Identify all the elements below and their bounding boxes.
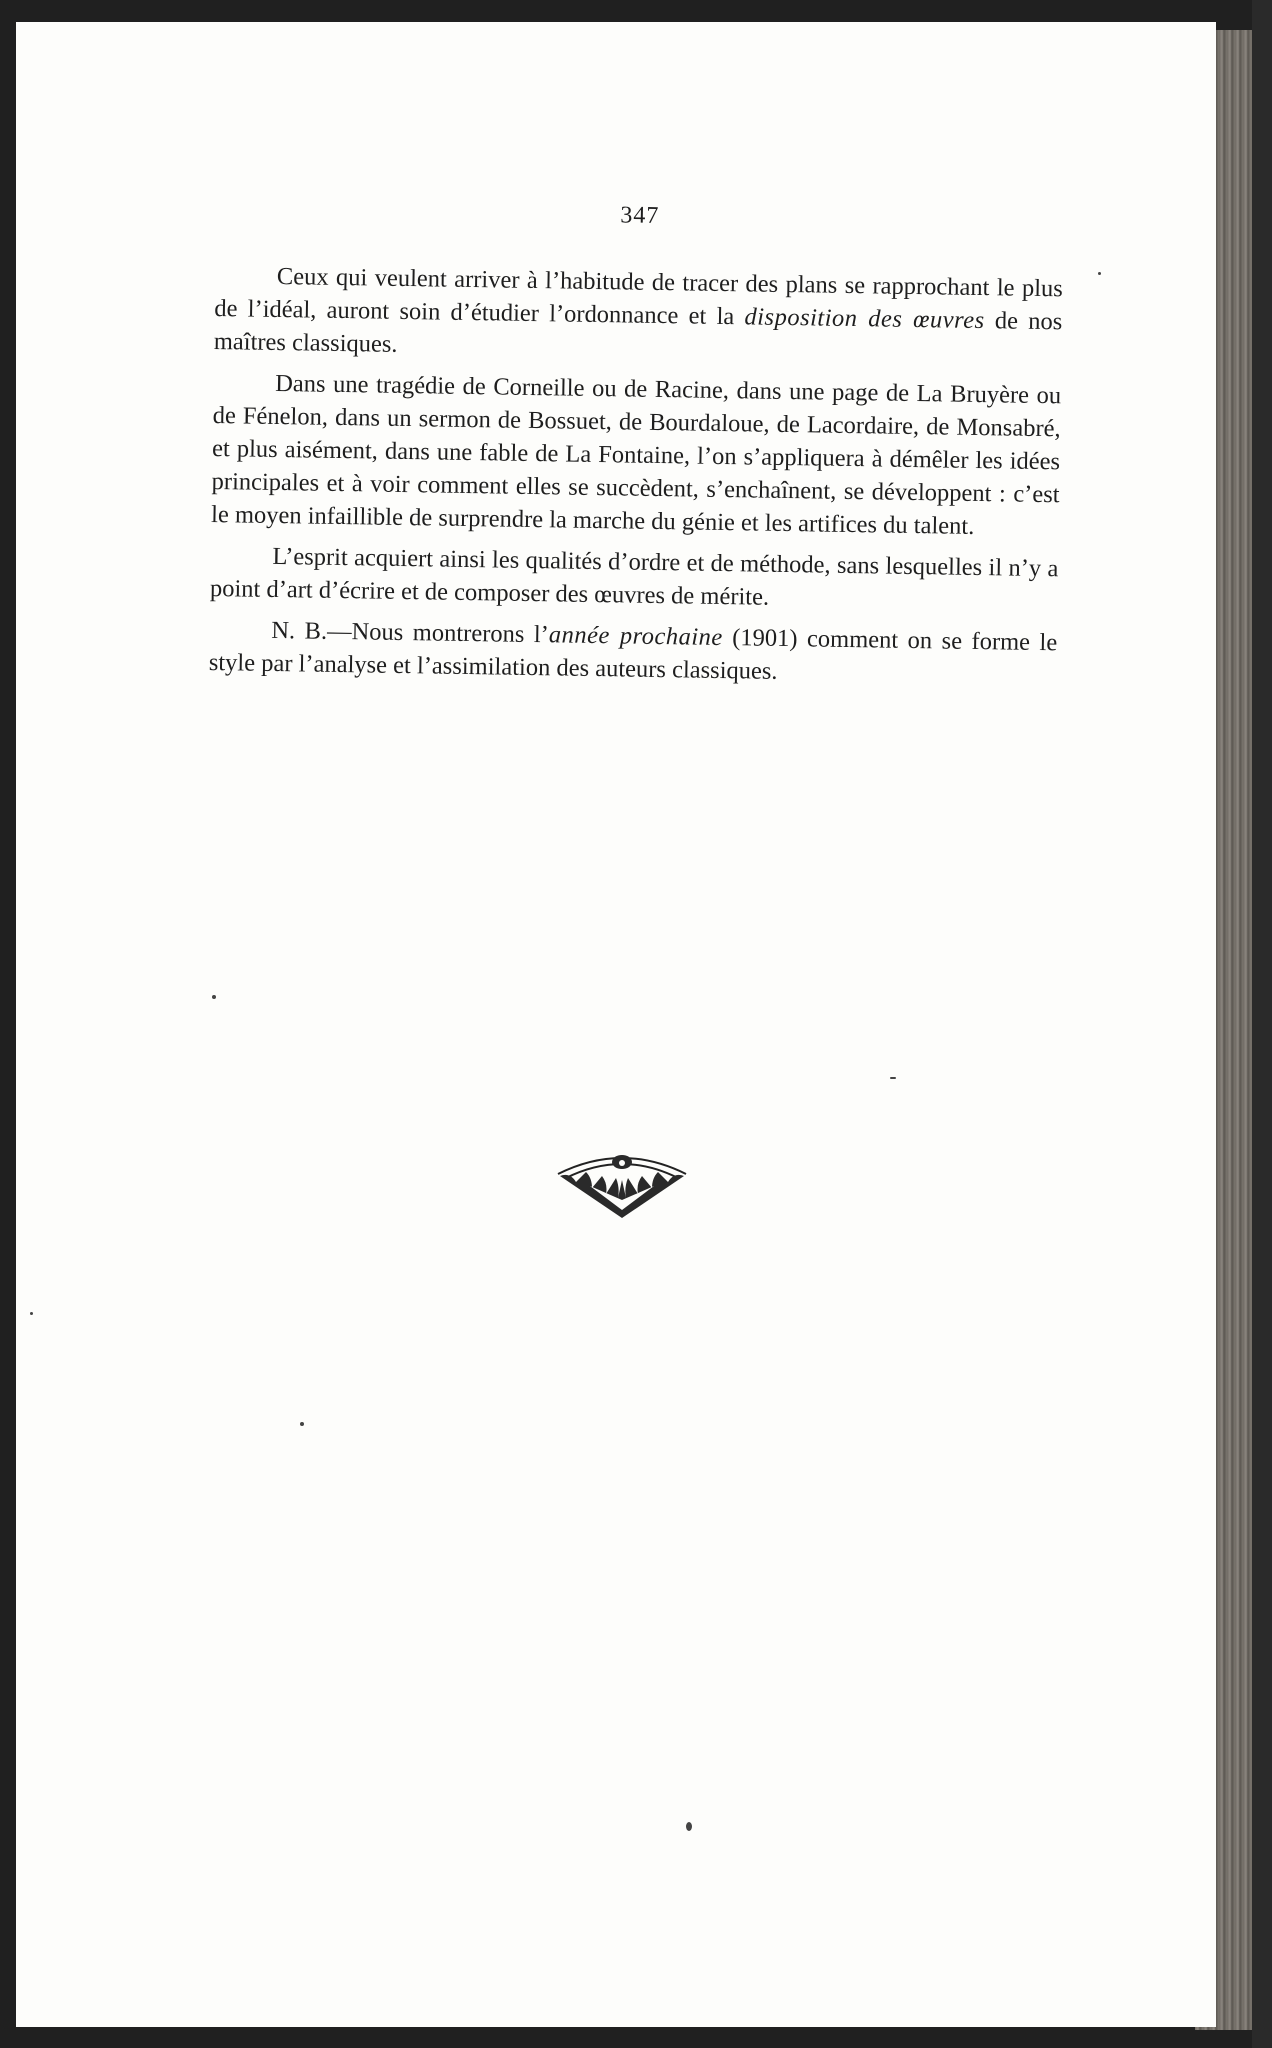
ink-speck [1098,272,1101,275]
page-number: 347 [620,202,660,229]
ink-speck [890,1077,896,1079]
paragraph-method: L’esprit acquiert ainsi les qualités d’ordre et de méthode, sans lesquelles il n’y a point d’art d’écrire et de composer des œuvres de mérite. [209,542,1059,611]
ink-speck [686,1822,692,1831]
scan-right-border [1252,0,1272,2048]
ink-speck [300,1422,304,1426]
paragraph-nota-bene [209,613,1058,692]
page-body [208,202,1064,700]
paragraph-text: Ceux qui veulent arriver à l’habitude de tracer des plans se rapprochant le plus de l’idéal, auront soin d’étudier l’ordonnance et la [214,262,1064,331]
paragraph-text: de nos maîtres classiques. [213,307,1063,358]
paragraph-plans [214,259,1063,371]
fan-fleuron-icon [550,1148,694,1222]
ink-speck [212,995,216,999]
paragraph-text: N. B.—Nous montrerons l’ [271,616,550,649]
paragraph-classics: Dans une tragédie de Corneille ou de Racine, dans une page de La Bruyère ou de Fénelon, dans un sermon de Bossuet, de Bourdaloue, de Lacordaire, de Monsabré, et plus aisément, dans une fable de La Fontaine, l’on s’appliquera à démêler les idées principales et à voir comment elles se succèdent, s’enchaînent, se développent : c’est le moyen infaillible de surprendre la marche du génie et les artifices du talent. [210,369,1062,540]
ink-speck [30,1312,33,1315]
italic-emphasis: année prochaine [548,621,723,652]
paragraph-text: (1901) comment on se forme le style par l’analyse et l’assimilation des auteurs classiques. [208,624,1058,685]
italic-emphasis: disposition des œuvres [744,303,985,335]
